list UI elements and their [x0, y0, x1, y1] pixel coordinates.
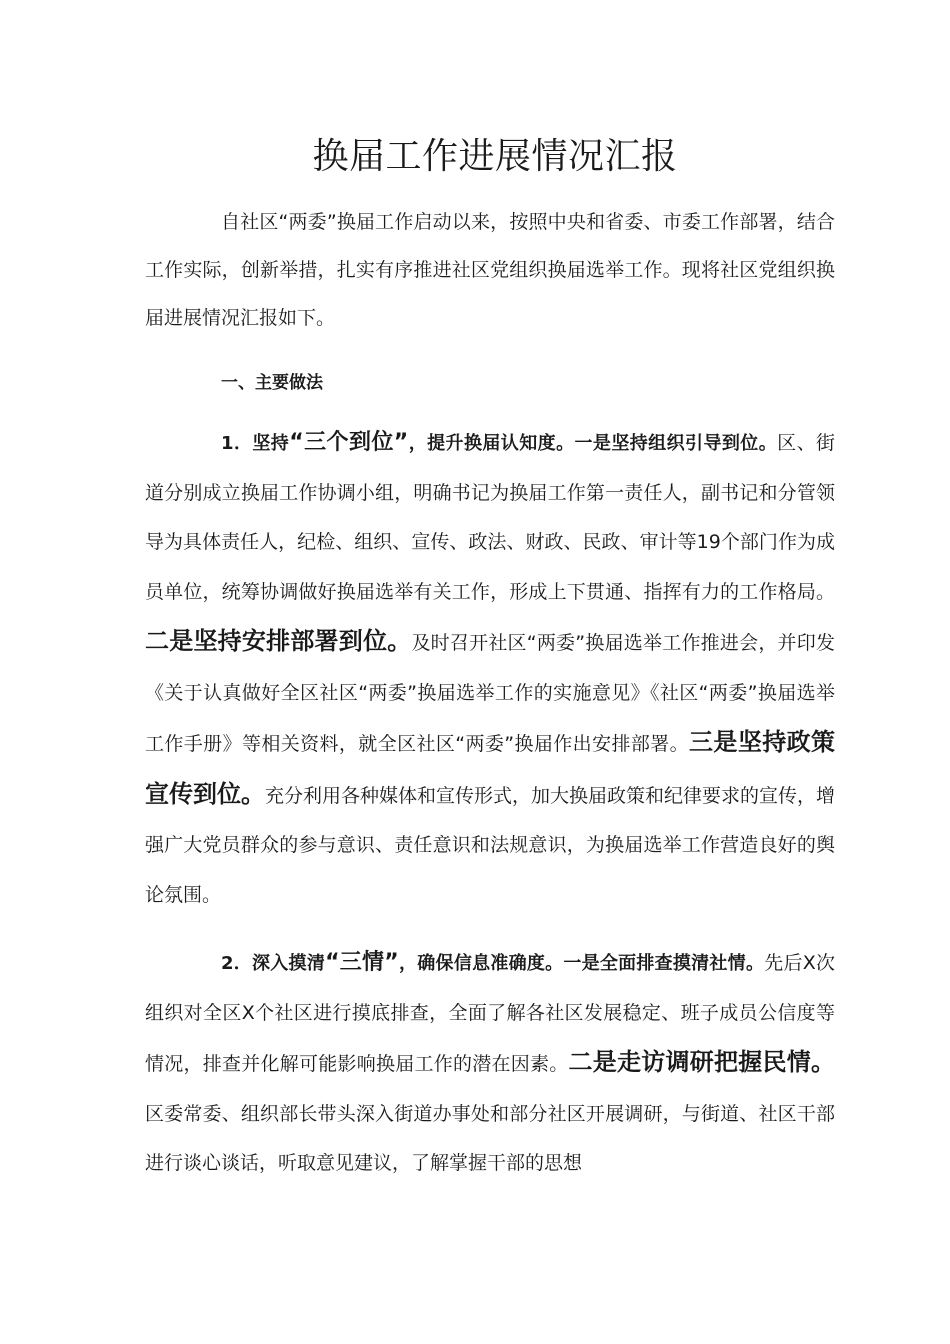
section-1-bold-3: 三是坚持政策宣传到位。	[145, 728, 835, 808]
section-1-lead-quote: “三个到位”	[289, 430, 409, 455]
intro-paragraph: 自社区“两委”换届工作启动以来，按照中央和省委、市委工作部署，结合工作实际，创新举措，扎实有序推进社区党组织换届选举工作。现将社区党组织换届进展情况汇报如下。	[145, 211, 835, 329]
section-1-paragraph	[145, 418, 835, 920]
document-title: 换届工作进展情况汇报	[312, 136, 678, 177]
section-1-text-1: 区、街道分别成立换届工作协调小组，明确书记为换届工作第一责任人，副书记和分管领导为具体责任人，纪检、组织、宣传、政法、财政、民政、审计等19个部门作为成员单位，统筹协调做好换届选举有关工作，形成上下贯通、指挥有力的工作格局。	[145, 432, 836, 603]
section-2-text-2: 区委常委、组织部长带头深入街道办事处和部分社区开展调研，与街道、社区干部进行谈心谈话，听取意见建议，了解掌握干部的思想	[145, 1102, 835, 1174]
section-1-lead-b: ，提升换届认知度。一是坚持组织引导到位。	[408, 433, 778, 454]
section-2-lead-a: 2．深入摸清	[221, 953, 326, 974]
section-2-lead-quote: “三情”	[325, 950, 399, 975]
section-1-text-3: 充分利用各种媒体和宣传形式，加大换届政策和纪律要求的宣传，增强广大党员群众的参与意识、责任意识和法规意识，为换届选举工作营造良好的舆论氛围。	[145, 784, 836, 906]
section-2-text-1: 先后X次组织对全区X个社区进行摸底排查，全面了解各社区发展稳定、班子成员公信度等情况，排查并化解可能影响换届工作的潜在因素。	[145, 952, 835, 1075]
section-2-lead-b: ，确保信息准确度。一是全面排查摸清社情。	[398, 953, 765, 974]
section-2-bold-2: 二是走访调研把握民情。	[568, 1048, 835, 1076]
section-heading: 一、主要做法	[221, 373, 323, 393]
section-1-lead-a: 1．坚持	[221, 433, 290, 454]
section-2-paragraph	[145, 938, 835, 1189]
section-1-text-2: 及时召开社区“两委”换届选举工作推进会，并印发《关于认真做好全区社区“两委”换届选举工作的实施意见》《社区“两委”换届选举工作手册》等相关资料，就全区社区“两委”换届作出安排部署。	[145, 632, 835, 755]
section-1-bold-2: 二是坚持安排部署到位。	[145, 627, 412, 655]
